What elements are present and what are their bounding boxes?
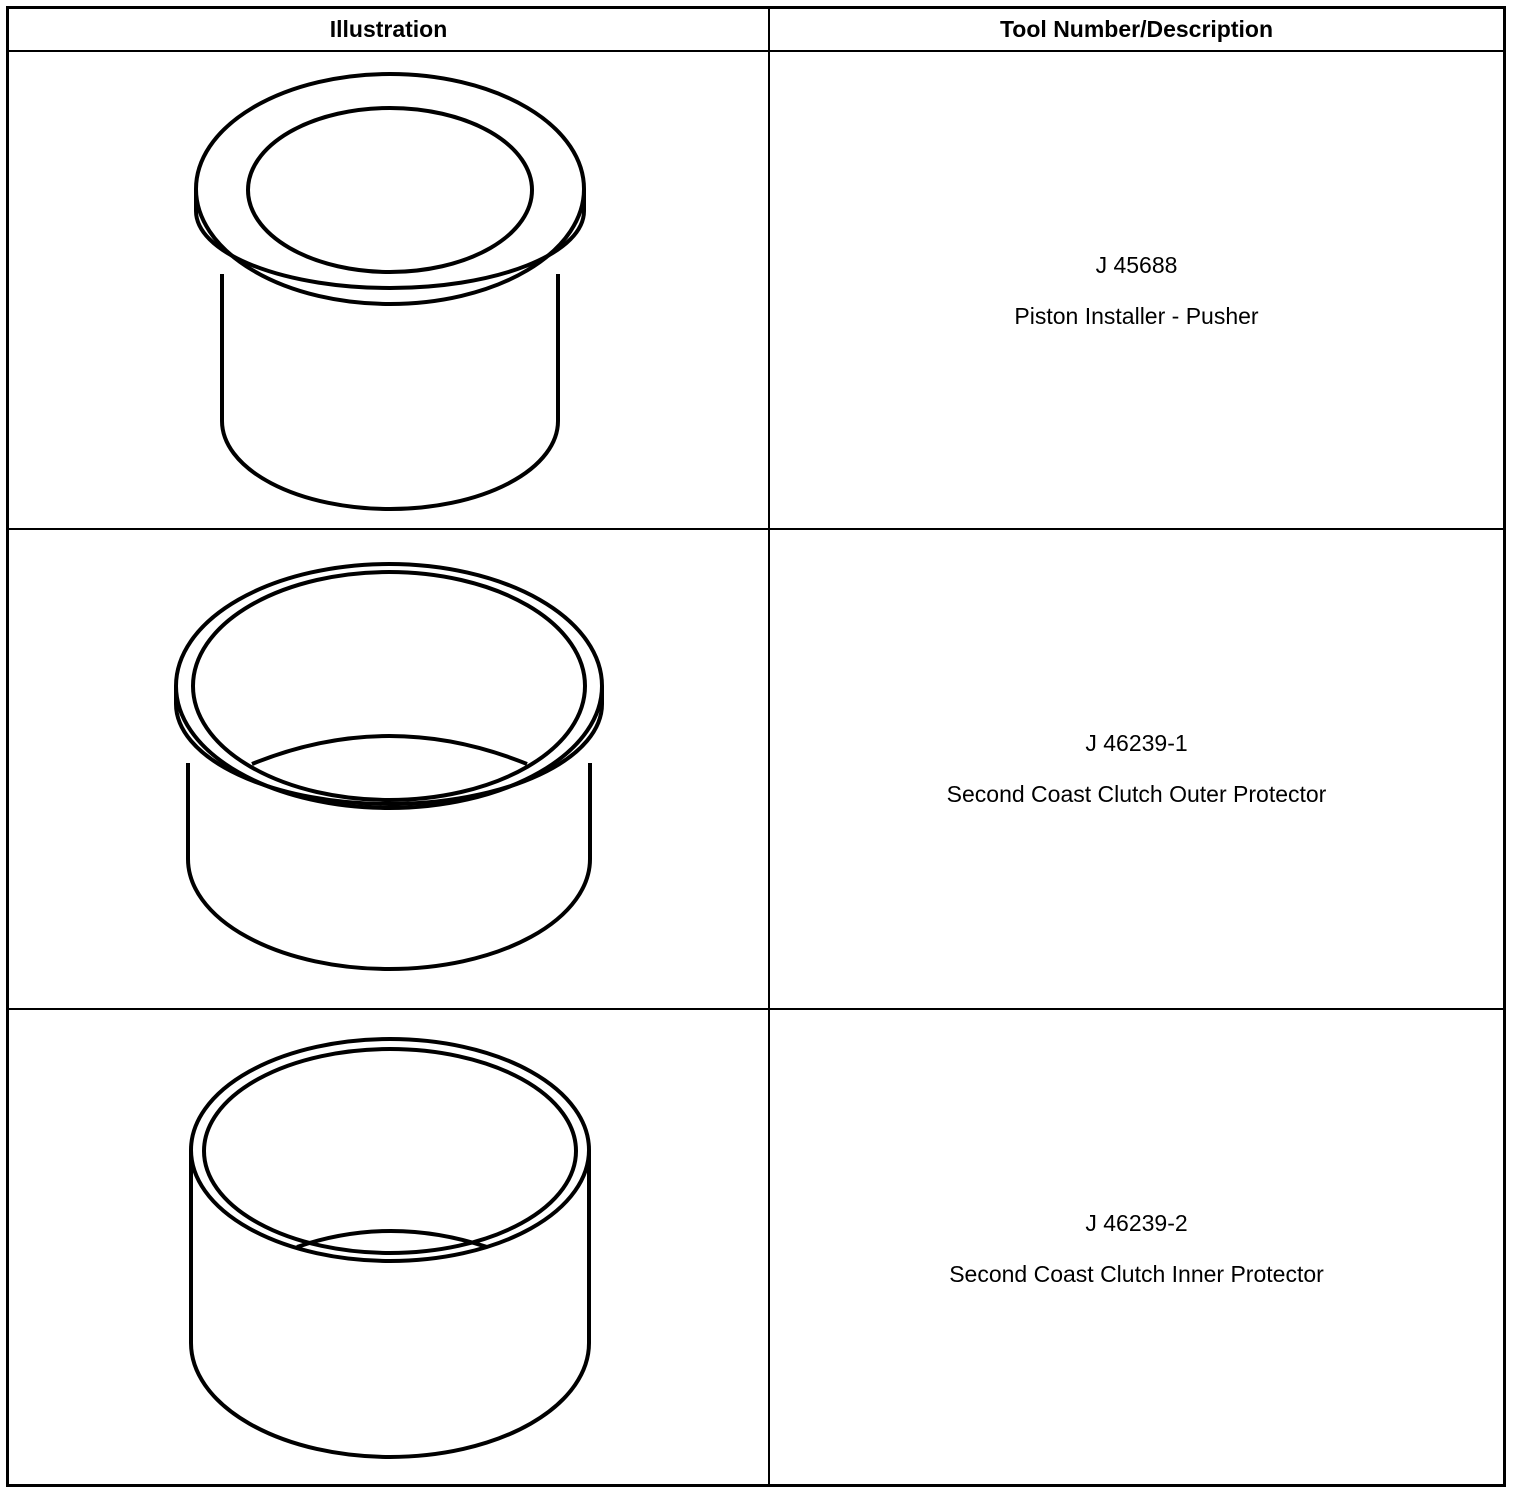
description-cell [770,52,1503,530]
tool-number: J 46239-1 [1085,730,1188,756]
tool-description: Piston Installer - Pusher [1014,303,1259,329]
header-tool-number-description: Tool Number/Description [999,16,1274,42]
tool-number: J 45688 [1095,252,1178,278]
tool-table [6,6,1506,1487]
inner-protector-ring-icon [9,1010,768,1488]
illustration-cell [9,1010,768,1488]
outer-protector-ring-icon [9,530,768,1008]
description-cell [770,530,1503,1008]
description-cell [770,1010,1503,1488]
illustration-cell [9,530,768,1008]
tool-description: Second Coast Clutch Inner Protector [949,1261,1324,1287]
piston-installer-pusher-icon [9,52,768,530]
tool-description: Second Coast Clutch Outer Protector [946,781,1327,807]
illustration-cell [9,52,768,530]
header-illustration: Illustration [329,16,448,42]
tool-number: J 46239-2 [1085,1210,1188,1236]
